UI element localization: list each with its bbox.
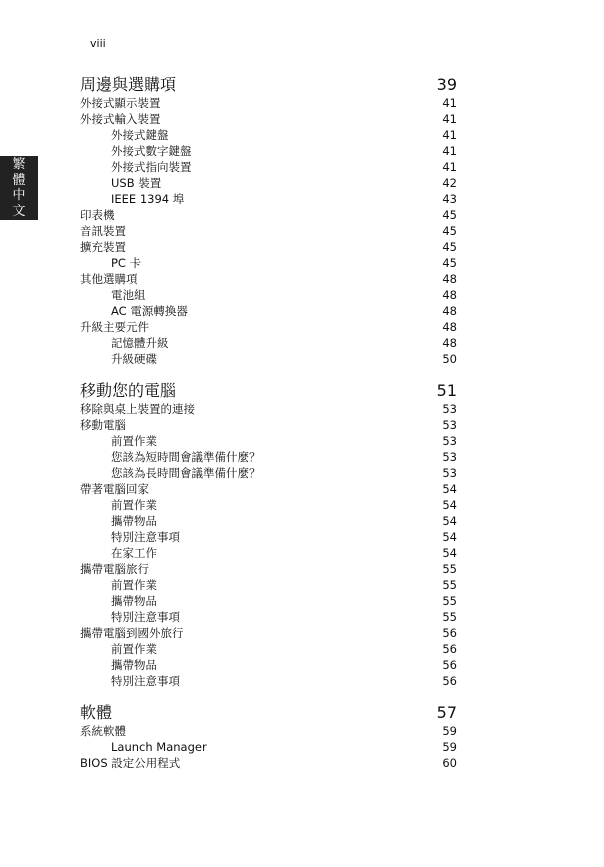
entry-title: 特別注意事項: [111, 674, 180, 688]
entry-title: PC 卡: [111, 256, 142, 270]
entry-page-number: 43: [442, 192, 457, 206]
entry-page-number: 55: [442, 562, 457, 576]
toc-entry[interactable]: [80, 577, 457, 593]
entry-page-number: 45: [442, 256, 457, 270]
entry-title: 外接式數字鍵盤: [111, 144, 192, 158]
entry-page-number: 54: [442, 498, 457, 512]
toc-entry[interactable]: [80, 271, 457, 287]
entry-page-number: 59: [442, 740, 457, 754]
entry-title: 在家工作: [111, 546, 157, 560]
toc-entry[interactable]: [80, 223, 457, 239]
entry-page-number: 41: [442, 160, 457, 174]
entry-title: 前置作業: [111, 434, 157, 448]
entry-page-number: 41: [442, 96, 457, 110]
toc-entry[interactable]: [80, 319, 457, 335]
entry-title: 前置作業: [111, 578, 157, 592]
toc-entry[interactable]: [80, 127, 457, 143]
entry-page-number: 48: [442, 272, 457, 286]
entry-page-number: 48: [442, 336, 457, 350]
entry-page-number: 42: [442, 176, 457, 190]
entry-page-number: 41: [442, 112, 457, 126]
entry-title: Launch Manager: [111, 740, 207, 754]
page-number: viii: [90, 37, 106, 50]
section-heading[interactable]: [80, 380, 457, 401]
toc-entry[interactable]: [80, 287, 457, 303]
toc-section: [80, 702, 457, 771]
language-side-tab: [0, 156, 38, 220]
toc-entry[interactable]: [80, 335, 457, 351]
entry-title: 外接式鍵盤: [111, 128, 169, 142]
entry-page-number: 48: [442, 288, 457, 302]
section-page-number: 51: [436, 381, 457, 400]
entry-page-number: 55: [442, 578, 457, 592]
toc-entry[interactable]: [80, 657, 457, 673]
toc-entry[interactable]: [80, 207, 457, 223]
entry-title: 其他選購項: [80, 272, 138, 286]
section-heading[interactable]: [80, 702, 457, 723]
entry-page-number: 55: [442, 594, 457, 608]
entry-title: BIOS 設定公用程式: [80, 756, 181, 770]
entry-page-number: 48: [442, 304, 457, 318]
entry-title: 外接式指向裝置: [111, 160, 192, 174]
toc-entry[interactable]: [80, 175, 457, 191]
toc-entry[interactable]: [80, 239, 457, 255]
entry-title: 攜帶電腦到國外旅行: [80, 626, 184, 640]
entry-page-number: 45: [442, 240, 457, 254]
entry-page-number: 53: [442, 450, 457, 464]
toc-entry[interactable]: [80, 625, 457, 641]
entry-page-number: 54: [442, 514, 457, 528]
toc-entry[interactable]: [80, 497, 457, 513]
entry-page-number: 55: [442, 610, 457, 624]
section-page-number: 39: [436, 75, 457, 94]
entry-title: 系統軟體: [80, 724, 126, 738]
entry-page-number: 53: [442, 402, 457, 416]
entry-title: 攜帶電腦旅行: [80, 562, 149, 576]
toc-section: [80, 74, 457, 367]
toc-entry[interactable]: [80, 351, 457, 367]
entry-title: 特別注意事項: [111, 610, 180, 624]
toc-entry[interactable]: [80, 739, 457, 755]
section-heading[interactable]: [80, 74, 457, 95]
entry-title: 攜帶物品: [111, 658, 157, 672]
entry-page-number: 45: [442, 208, 457, 222]
section-page-number: 57: [436, 703, 457, 722]
entry-page-number: 41: [442, 128, 457, 142]
entry-page-number: 50: [442, 352, 457, 366]
section-title: 軟體: [80, 703, 113, 722]
entry-page-number: 56: [442, 674, 457, 688]
side-tab-char: 文: [12, 203, 26, 219]
entry-page-number: 54: [442, 530, 457, 544]
toc-section: [80, 380, 457, 689]
entry-page-number: 56: [442, 658, 457, 672]
toc-entry[interactable]: [80, 561, 457, 577]
entry-page-number: 59: [442, 724, 457, 738]
section-title: 移動您的電腦: [80, 381, 177, 400]
toc-entry[interactable]: [80, 433, 457, 449]
toc-entry[interactable]: [80, 529, 457, 545]
entry-page-number: 53: [442, 434, 457, 448]
entry-title: 您該為長時間會議準備什麼？: [111, 466, 261, 480]
entry-title: 電池組: [111, 288, 146, 302]
side-tab-char: 繁: [12, 157, 26, 172]
entry-page-number: 53: [442, 418, 457, 432]
toc-entry[interactable]: [80, 255, 457, 271]
toc-entry[interactable]: [80, 513, 457, 529]
toc-entry[interactable]: [80, 303, 457, 319]
entry-title: 前置作業: [111, 642, 157, 656]
toc-entry[interactable]: [80, 401, 457, 417]
toc-entry[interactable]: [80, 545, 457, 561]
entry-page-number: 54: [442, 482, 457, 496]
toc-entry[interactable]: [80, 465, 457, 481]
toc-entry[interactable]: [80, 673, 457, 689]
entry-title: 特別注意事項: [111, 530, 180, 544]
section-title: 周邊與選購項: [80, 75, 177, 94]
toc-entry[interactable]: [80, 481, 457, 497]
entry-title: 攜帶物品: [111, 514, 157, 528]
entry-title: AC 電源轉換器: [111, 304, 188, 318]
toc-entry[interactable]: [80, 111, 457, 127]
toc-entry[interactable]: [80, 417, 457, 433]
toc-entry[interactable]: [80, 95, 457, 111]
table-of-contents: [80, 74, 457, 784]
entry-title: 記憶體升級: [111, 336, 169, 350]
toc-entry[interactable]: [80, 723, 457, 739]
side-tab-char: 體: [12, 172, 26, 188]
entry-title: 移除與桌上裝置的連接: [80, 402, 195, 416]
entry-title: 帶著電腦回家: [80, 482, 149, 496]
entry-page-number: 48: [442, 320, 457, 334]
side-tab-char: 中: [12, 188, 26, 203]
entry-title: 印表機: [80, 208, 115, 222]
toc-entry[interactable]: [80, 641, 457, 657]
entry-title: IEEE 1394 埠: [111, 192, 185, 206]
entry-title: USB 裝置: [111, 176, 162, 190]
entry-title: 前置作業: [111, 498, 157, 512]
toc-entry[interactable]: [80, 755, 457, 771]
entry-page-number: 54: [442, 546, 457, 560]
entry-page-number: 56: [442, 626, 457, 640]
entry-title: 音訊裝置: [80, 224, 126, 238]
entry-title: 移動電腦: [80, 418, 126, 432]
toc-entry[interactable]: [80, 609, 457, 625]
entry-title: 外接式輸入裝置: [80, 112, 161, 126]
entry-page-number: 53: [442, 466, 457, 480]
entry-title: 外接式顯示裝置: [80, 96, 161, 110]
entry-title: 攜帶物品: [111, 594, 157, 608]
entry-page-number: 56: [442, 642, 457, 656]
toc-entry[interactable]: [80, 449, 457, 465]
toc-entry[interactable]: [80, 593, 457, 609]
entry-page-number: 60: [442, 756, 457, 770]
entry-title: 升級主要元件: [80, 320, 149, 334]
entry-title: 升級硬碟: [111, 352, 157, 366]
toc-entry[interactable]: [80, 191, 457, 207]
entry-page-number: 45: [442, 224, 457, 238]
entry-title: 擴充裝置: [80, 240, 126, 254]
toc-entry[interactable]: [80, 159, 457, 175]
entry-page-number: 41: [442, 144, 457, 158]
toc-entry[interactable]: [80, 143, 457, 159]
entry-title: 您該為短時間會議準備什麼？: [111, 450, 261, 464]
